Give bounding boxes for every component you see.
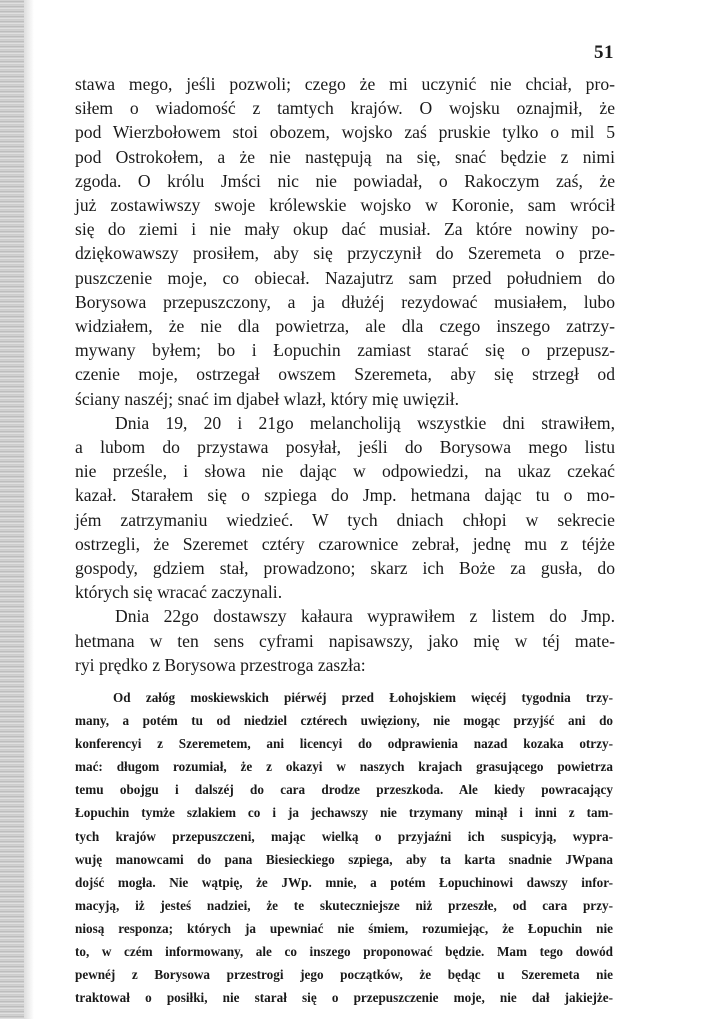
text-line: pod Wierzbołowem stoi obozem, wojsko zaś pruskie tylko o mil 5 (75, 122, 615, 143)
quote-line: Łopuchin tymże szlakiem co i ja jechawszy nie trzymany minął i inni z tam- (75, 805, 613, 821)
text-line: zgoda. O królu Jmści nic nie powiadał, o Rakoczym zaś, że (75, 170, 615, 191)
quote-line: traktował o posiłki, nie starał się o przepuszczenie moje, nie dał jakiejże- (75, 990, 613, 1006)
text-line: nie prześle, i słowa nie dając w odpowiedzi, na ukaz czekać (75, 461, 615, 482)
text-line: stawa mego, jeśli pozwoli; czego że mi uczynić nie chciał, pro- (75, 74, 615, 94)
text-line: ściany naszéj; snać im djabeł wlazł, który mię uwięził. (75, 388, 460, 409)
text-line: Borysowa przepuszczony, a ja dłużéj rezydować musiałem, lubo (75, 291, 615, 312)
text-line: gospody, gdziem stał, prowadzono; skarz ich Boże za gusła, do (75, 558, 615, 579)
quote-line: tych krajów przepuszczeni, mając wielką o przyjaźni ich suspicyją, wypra- (75, 828, 613, 844)
page-gutter-shadow (24, 0, 34, 1019)
text-line: mywany byłem; bo i Łopuchin zamiast starać się o przepusz- (75, 340, 615, 361)
paragraph-1 (75, 72, 615, 411)
text-line: ostrzegli, że Szeremet cztéry czarownice zebrał, jednę mu z téjże (75, 533, 615, 554)
text-line: Dnia 19, 20 i 21go melancholiją wszystkie dni strawiłem, (115, 412, 615, 433)
quote-line: temu obojgu i dalszéj do cara drodze przeszkoda. Ale kiedy powracający (75, 782, 613, 798)
quote-line: many, a potém tu od niedziel cztérech uwięziony, nie mogąc przyjść ani do (75, 713, 613, 729)
text-line: jém zatrzymaniu wiedzieć. W tych dniach chłopi w sekrecie (75, 509, 615, 530)
text-line: a lubom do przystawa posyłał, jeśli do Borysowa mego listu (75, 437, 615, 458)
quote-line: mać: długom rozumiał, że z okazyi w naszych krajach grasującego powietrza (75, 759, 613, 775)
page-edge-shadow (0, 0, 24, 1019)
text-line: dziękowawszy prosiłem, aby się przyczynił do Szeremeta o prze- (75, 243, 615, 264)
quote-line: to, w czém informowany, ale co inszego proponować będzie. Mam tego dowód (75, 944, 613, 960)
text-line: widziałem, że nie dla powietrza, ale dla czego inszego zatrzy- (75, 316, 615, 337)
main-text (75, 72, 615, 677)
text-line: ryi prędko z Borysowa przestroga zaszła: (75, 654, 366, 675)
paragraph-2 (75, 411, 615, 605)
quote-line: konferencyi z Szeremetem, ani licencyi do odprawienia nazad kozaka otrzy- (75, 736, 613, 752)
quote-line: macyją, iż jesteś nadziei, że te skuteczniejsze niż przeszłe, od cara przy- (75, 897, 613, 913)
text-line: pod Ostrokołem, a że nie następują na się, snać będzie z nimi (75, 146, 615, 167)
quote-line: dojść mogła. Nie wątpię, że JWp. mnie, a potém Łopuchinowi dawszy infor- (75, 874, 613, 890)
text-line: się do ziemi i nie mały okup dać musiał. Za które nowiny po- (75, 219, 615, 240)
text-line: hetmana w ten sens cyframi napisawszy, jako mię w téj mate- (75, 630, 615, 651)
quote-line: wuję manowcami do pana Biesieckiego szpiega, aby ta karta snadnie JWpana (75, 851, 613, 867)
quoted-letter (75, 686, 613, 1009)
text-line: już zostawiwszy swoje królewskie wojsko w Koronie, sam wrócił (75, 195, 615, 216)
paragraph-3 (75, 604, 615, 677)
quote-line: niosą responza; których ja upewniać nie śmiem, rozumiejąc, że Łopuchin nie (75, 920, 613, 936)
text-line: których się wracać zaczynali. (75, 582, 283, 603)
text-line: czenie moje, ostrzegał owszem Szeremeta, aby się strzegł od (75, 364, 615, 385)
text-line: kazał. Starałem się o szpiega do Jmp. hetmana dając tu o mo- (75, 485, 615, 506)
page-number: 51 (594, 42, 614, 63)
quote-line: pewnéj z Borysowa przestrogi jego początków, że będąc u Szeremeta nie (75, 967, 613, 983)
text-line: Dnia 22go dostawszy kałaura wyprawiłem z listem do Jmp. (115, 606, 615, 627)
text-line: puszczenie moje, co obiecał. Nazajutrz sam przed południem do (75, 267, 615, 288)
quote-line: Od załóg moskiewskich piérwéj przed Łohojskiem więcéj tygodnia trzy- (113, 690, 613, 705)
text-line: siłem o wiadomość z tamtych krajów. O wojsku oznajmił, że (75, 98, 615, 119)
